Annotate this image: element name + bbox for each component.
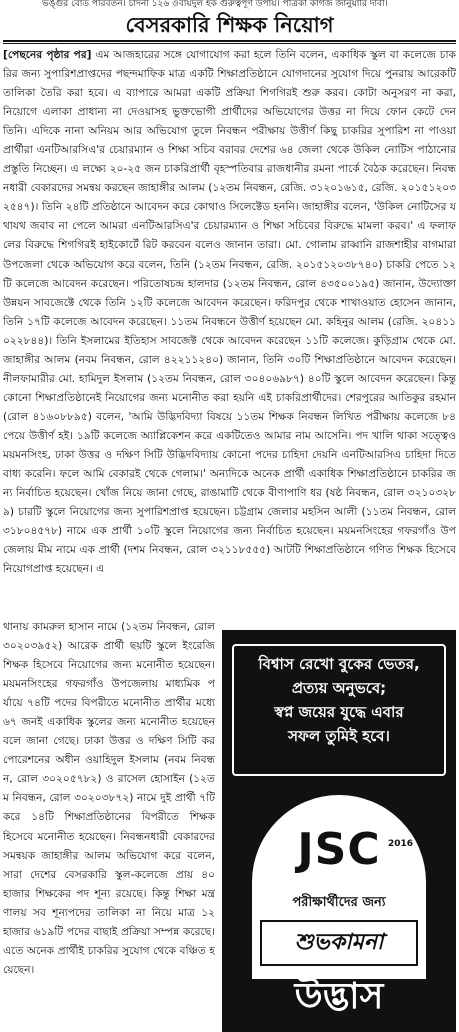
article-paragraph: এম আজহারের সঙ্গে যোগাযোগ করা হলে তিনি বলেন, একাধিক স্কুল বা কলেজে চাকরির জন্য সুপারিশপ্রাপ্তদের পছন্দমাফিক মাত্র একটি শিক্ষাপ্রতিষ্ঠানে যোগদানের সুযোগ দিয়ে পুনরায় আরেকটি তালিকা তৈরি করা হবে। এ ব্যাপারে আমরা একটি প্রক্রিয়া শিগগিরই শুরু করব। কোটা অনুসরণ না করা, নিয়োগে এলাকা প্রাধান্য না দেওয়াসহ ভুক্তভোগী প্রার্থীদের অভিযোগের উত্তর না দিয়ে ফোন কেটে দেন তিনি। এদিকে নানা অনিয়ম আর অভিযোগ তুলে নিবন্ধন পরীক্ষায় উত্তীর্ণ কিছু চাকরির সুপারিশ না পাওয়া প্রার্থীরা এনটিআরসিএ'র চেয়ারম্যান ও শিক্ষা সচিব বরাবর দেশের ৬৪ জেলা থেকে উকিল নোটিস পাঠানোর প্রস্তুতি নিচ্ছেন। এ লক্ষ্যে ২০-২৫ জন চাকরিপ্রার্থী বৃহস্পতিবার রাজধানীর রমনা পার্কে বৈঠক করেছেন। নিবন্ধনধারী বেকারদের সমন্বয় করছেন জাহাঙ্গীর আলম (১২তম নিবন্ধন, রেজি. ৩১২০১৬১৫, রেজি. ২০১৫১২০৩২৫৪৭)। তিনি ২৪টি প্রতিষ্ঠানে আবেদন করে কোথাও সিলেক্টেড হননি। জাহাঙ্গীর বলেন, 'উকিল নোটিসের যথাযথ জবাব না পেলে আমরা এনটিআরসিএ'র চেয়ারম্যান ও শিক্ষা সচিবের বিরুদ্ধে মামলা করব।' এ ফলাফলের বিরুদ্ধে শিগগিরই হাইকোর্টে রিট করবেন বলেও জানান তারা। মো. গোলাম রাব্বানি রাজশাহীর বাগমারা উপজেলা থেকে অভিযোগ করে বলেন, তিনি (১২তম নিবন্ধন, রেজি. ২০১৫১২০৩৮৭৪০) চাকরি পেতে ১২টি কলেজে আবেদন করেছেন। পরিতোষচন্দ্র হালদার (১২তম নিবন্ধন, রোল ৪৩৫০০১৯৫) জানান, উদ্যোক্তা উন্নয়ন সাবজেক্টে থেকে তিনি ১২টি কলেজে আবেদন করেছেন। ফরিদপুর থেকে শাখাওয়াত হোসেন জানান, তিনি ১৭টি কলেজে আবেদন করেছেন। ১১তম নিবন্ধনে উত্তীর্ণ হয়েছেন মো. কহিনুর আলম (রেজি. ২০৪১১০২২৮৪৪)। তিনি ইসলামের ইতিহাস সাবজেক্ট থেকে আবেদন করেছেন ১১টি কলেজে। কুড়িগ্রাম থেকে মো. জাহাঙ্গীর আলম (নবম নিবন্ধন, রোল ৪২২১১২৪০) জানান, তিনি ৩০টি শিক্ষাপ্রতিষ্ঠানে আবেদন করেছেন। নীলফামারীর মো. হামিদুল ইসলাম (১২তম নিবন্ধন, রোল ৩০৪০৬৯৮৭) ৪০টি স্কুলে আবেদন করেছেন। কিন্তু কোনো শিক্ষাপ্রতিষ্ঠানেই নিয়োগের জন্য মনোনীত করা হয়নি এই চাকরিপ্রার্থীদের। শেরপুরের আতিকুর রহমান (রোল ৪১৬০৮৮৯৫) বলেন, 'আমি উদ্ভিদবিদ্যা বিষয়ে ১১তম শিক্ষক নিবন্ধন লিখিত পরীক্ষায় কলেজে ৮৪ পেয়ে উত্তীর্ণ হই। ১৯টি কলেজে অ্যাপ্লিকেশন করে একটিতেও আমার নাম আসেনি। পদ খালি থাকা সত্ত্বেও ময়মনসিংহ, ঢাকা উত্তর ও দক্ষিণ সিটি উদ্ভিদবিদ্যায় কোনো পদের চাহিদা দেয়নি এনটিআরসিএ চাহিদা দিতে বাধ্য করেনি। ফলে আমি বেকারই থেকে গেলাম।' অন্যদিকে অনেক প্রার্থী একাধিক শিক্ষাপ্রতিষ্ঠানে চাকরির জন্য নির্বাচিত হয়েছেন। খোঁজ নিয়ে জানা গেছে, রাঙামাটি থেকে বীণাপাণি ধর (ষষ্ঠ নিবন্ধন, রোল ৩২১০৩২৮৯) চারটি স্কুলে নিয়োগের জন্য সুপারিশপ্রাপ্ত হয়েছেন। চট্টগ্রাম জেলার মহসিন আলী (১১তম নিবন্ধন, রোল ৩১৮০৪৫৭৮) নামে এক প্রার্থী ১০টি স্কুলে নিয়োগের জন্য নির্বাচিত হয়েছেন। ময়মনসিংহের গফরগাঁও উপজেলায় মীম নামে এক প্রার্থী (দশম নিবন্ধন, রোল ৩২১১৮৫৫৫) আটটি শিক্ষাপ্রতিষ্ঠানে গণিত শিক্ষক হিসেবে নিয়োগপ্রাপ্ত হয়েছেন। এ — [3, 49, 456, 576]
headline-divider-thin — [3, 43, 456, 44]
ad-wish-band — [260, 920, 418, 966]
exam-year: 2016 — [388, 839, 414, 849]
article-body-column: থানায় কামরুল হাসান নামে (১২তম নিবন্ধন, রোল ৩০২০৩৯৫২) আরেক প্রার্থী ছয়টি স্কুলে ইংরেজি শিক্ষক হিসেবে নিয়োগের জন্য মনোনীত হয়েছেন। ময়মনসিংহের গফরগাঁও উপজেলায় মাধ্যমিক পর্যায়ে ৭৪টি পদের বিপরীতে মনোনীত প্রার্থীর মধ্যে ৬৭ জনই একাধিক স্কুলের জন্য মনোনীত হয়েছেন বলে জানা গেছে। ঢাকা উত্তর ও দক্ষিণ সিটি করপোরেশনের অধীন ওয়াহিদুল ইসলাম (নবম নিবন্ধন, রোল ৩০২০৫৭৮২) ও রাসেল হোসাইন (১২তম নিবন্ধন, রোল ৩০২০৩৮৭২) নামে দুই প্রার্থী ৭টি করে ১৪টি শিক্ষাপ্রতিষ্ঠানের বিপরীতে শিক্ষক হিসেবে মনোনীত হয়েছেন। নিবন্ধনধারী বেকারদের সমন্বয়ক জাহাঙ্গীর আলম অভিযোগ করে বলেন, সারা দেশের বেসরকারি স্কুল-কলেজে প্রায় ৪০ হাজার শিক্ষকের পদ শূন্য রয়েছে। কিন্তু শিক্ষা মন্ত্রণালয় সব শূন্যপদের তালিকা না নিয়ে মাত্র ১২ হাজার ৬১৯টি পদের বাছাই প্রক্রিয়া সম্পন্ন করেছে। এতে অনেক প্রার্থীই চাকরির সুযোগ থেকে বঞ্চিত হয়েছেন। — [3, 621, 215, 976]
continued-from-label: [পেছনের পৃষ্ঠার পর] — [3, 49, 92, 61]
ad-emblem — [252, 795, 426, 1020]
advertisement — [222, 630, 456, 1032]
article-headline: বেসরকারি শিক্ষক নিয়োগ — [125, 13, 334, 37]
ad-audience: পরীক্ষার্থীদের জন্য — [292, 895, 386, 910]
ad-slogan-box — [232, 644, 446, 776]
ad-wish: শুভকামনা — [294, 930, 384, 955]
brand-logo-band — [252, 976, 426, 1020]
article-body-full-width — [3, 46, 456, 618]
ad-slogan-line: সফল তুমিই হবে। — [288, 727, 390, 745]
ad-slogan-line: বিশ্বাস রেখো বুকের ভেতর, — [258, 655, 420, 673]
headline-divider — [3, 40, 456, 42]
ad-slogan-line: প্রত্যয় অনুভবে; — [291, 679, 387, 697]
brand-logo: উদ্ভাস — [294, 976, 384, 1017]
exam-name: JSC — [297, 824, 381, 875]
previous-article-fragment: ভঙ্গুর বোর্ড পরিবর্তন। চাঁদনী ১২৬ ওবায়দুল হক গুরুত্বপূর্ণ উপায়। পত্রিকা কাগজ জানুয়ারি দাবী। — [42, 0, 388, 9]
ad-slogan-line: স্বপ্ন জয়ের যুদ্ধে এবার — [274, 703, 404, 721]
